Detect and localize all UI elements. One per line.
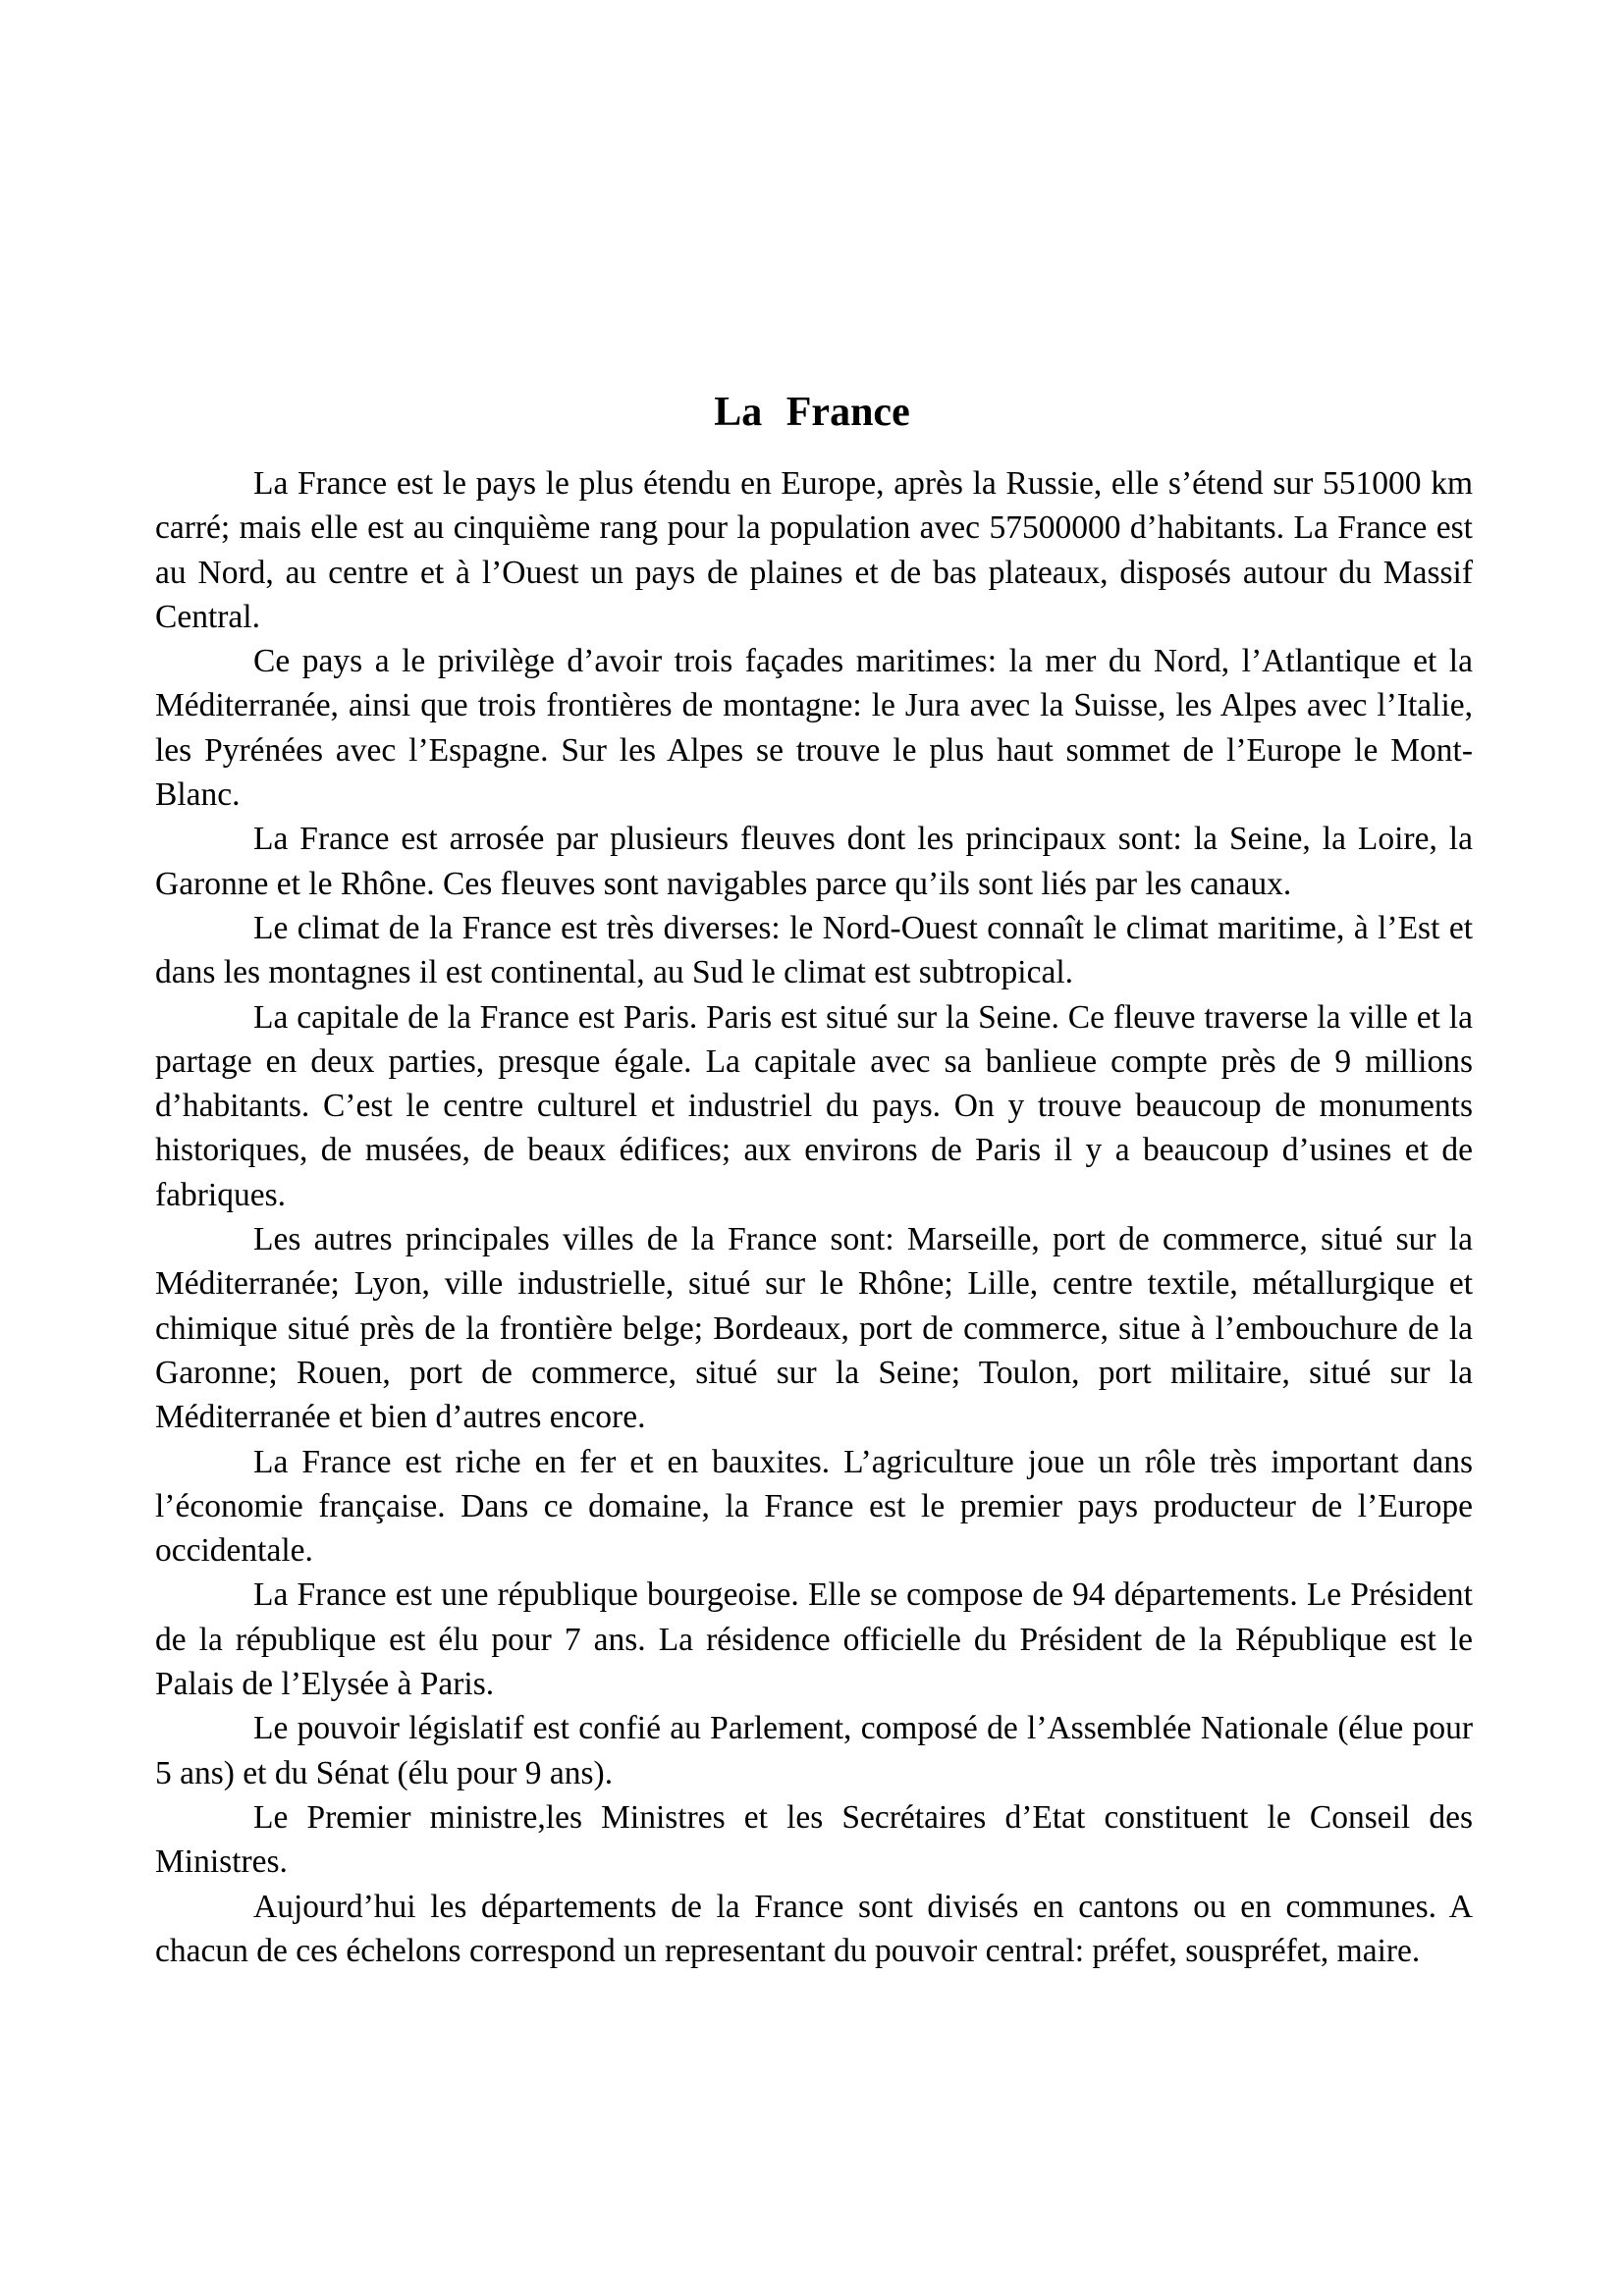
- paragraph-3: La France est arrosée par plusieurs fleuves dont les principaux sont: la Seine, la Loire, la Garonne et le Rhône. Ces fleuves sont navigables parce qu’ils sont liés par les canaux.: [155, 821, 1473, 902]
- paragraph-9: Le pouvoir législatif est confié au Parlement, composé de l’Assemblée Nationale (élue pour 5 ans) et du Sénat (élu pour 9 ans).: [155, 1710, 1473, 1791]
- paragraph-2: Ce pays a le privilège d’avoir trois façades maritimes: la mer du Nord, l’Atlantique et la Méditerranée, ainsi que trois frontières de montagne: le Jura avec la Suisse, les Alpes avec l’Italie, les Pyrénées avec l’Espagne. Sur les Alpes se trouve le plus haut sommet de l’Europe le Mont-Blanc.: [155, 643, 1473, 814]
- paragraph-10: Le Premier ministre,les Ministres et les Secrétaires d’Etat constituent le Conseil des Ministres.: [155, 1798, 1473, 1881]
- document-title: La France: [714, 390, 910, 436]
- paragraph-1: La France est le pays le plus étendu en Europe, après la Russie, elle s’étend sur 551000 km carré; mais elle est au cinquième rang pour la population avec 57500000 d’habitants. La France est au Nord, au centre et à l’Ouest un pays de plaines et de bas plateaux, disposés autour du Massif Central.: [155, 465, 1473, 635]
- document-body: [155, 461, 1473, 1973]
- paragraph-7: La France est riche en fer et en bauxites. L’agriculture joue un rôle très important dans l’économie française. Dans ce domaine, la France est le premier pays producteur de l’Europe occidentale.: [155, 1443, 1473, 1570]
- paragraph-5: La capitale de la France est Paris. Paris est situé sur la Seine. Ce fleuve traverse la ville et la partage en deux parties, presque égale. La capitale avec sa banlieue compte près de 9 millions d’habitants. C’est le centre culturel et industriel du pays. On y trouve beaucoup de monuments historiques, de musées, de beaux édifices; aux environs de Paris il y a beaucoup d’usines et de fabriques.: [155, 998, 1473, 1213]
- paragraph-6: Les autres principales villes de la France sont: Marseille, port de commerce, situé sur la Méditerranée; Lyon, ville industrielle, situé sur le Rhône; Lille, centre textile, métallurgique et chimique situé près de la frontière belge; Bordeaux, port de commerce, situe à l’embouchure de la Garonne; Rouen, port de commerce, situé sur la Seine; Toulon, port militaire, situé sur la Méditerranée et bien d’autres encore.: [155, 1221, 1473, 1436]
- paragraph-4: Le climat de la France est très diverses: le Nord-Ouest connaît le climat maritime, à l’Est et dans les montagnes il est continental, au Sud le climat est subtropical.: [155, 909, 1473, 991]
- paragraph-11: Aujourd’hui les départements de la France sont divisés en cantons ou en communes. A chacun de ces échelons correspond un representant du pouvoir central: préfet, souspréfet, maire.: [155, 1888, 1473, 1969]
- paragraph-8: La France est une république bourgeoise. Elle se compose de 94 départements. Le Président de la république est élu pour 7 ans. La résidence officielle du Président de la République est le Palais de l’Elysée à Paris.: [155, 1576, 1473, 1703]
